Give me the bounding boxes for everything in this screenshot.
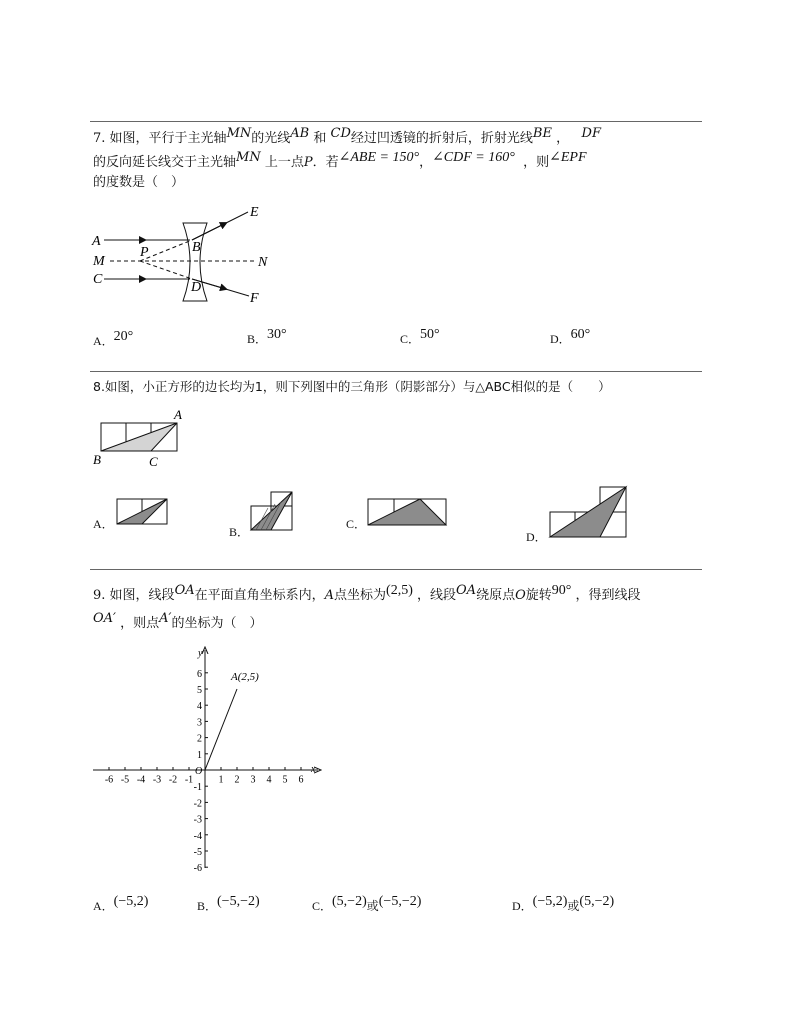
q8-option-a[interactable]: A． — [93, 517, 114, 531]
y-tick-label: 3 — [197, 717, 202, 729]
x-axis-label: x — [311, 764, 316, 775]
q9-line-1: 9. 如图，线段OA在平面直角坐标系内，A点坐标为(2,5) ，线段OA绕原点O旋转90° ，得到线段 — [93, 583, 641, 603]
x-tick-label: -5 — [120, 774, 130, 786]
x-tick-label: -3 — [152, 774, 162, 786]
label-b: B — [192, 240, 201, 255]
label-p: P — [140, 245, 149, 260]
q9-option-b[interactable]: B．(−5,−2) — [197, 894, 260, 913]
y-tick-label: 1 — [197, 749, 202, 761]
q9-option-d[interactable]: D．(−5,2)或(5,−2) — [512, 894, 615, 913]
label-e: E — [250, 205, 259, 220]
label-b: B — [93, 452, 101, 467]
y-tick-label: -1 — [193, 782, 202, 794]
x-tick-label: -6 — [104, 774, 114, 786]
label-c: C — [93, 272, 103, 287]
q8-option-d[interactable]: D． — [526, 530, 547, 544]
q8-text: 8.如图，小正方形的边长均为1，则下列图中的三角形（阴影部分）与△ABC相似的是（ ） — [93, 379, 611, 394]
y-tick-label: -3 — [193, 814, 202, 826]
label-f: F — [250, 291, 259, 306]
q7-option-d[interactable]: D．60° — [550, 327, 591, 346]
y-tick-label: 4 — [197, 701, 202, 713]
y-axis-label: y — [198, 648, 203, 659]
label-m: M — [93, 254, 105, 269]
y-tick-label: 2 — [197, 733, 202, 745]
x-tick-label: 1 — [218, 774, 224, 786]
y-tick-label: 6 — [197, 668, 202, 680]
q7-line-3: 的度数是（ ） — [93, 175, 185, 190]
x-tick-label: 5 — [282, 774, 288, 786]
origin-label: O — [195, 766, 203, 777]
x-tick-label: 3 — [250, 774, 256, 786]
y-tick-label: -2 — [193, 798, 202, 810]
x-tick-label: 4 — [266, 774, 272, 786]
q7-option-a[interactable]: A．20° — [93, 329, 134, 348]
q9-option-a[interactable]: A．(−5,2) — [93, 894, 149, 913]
label-d: D — [191, 280, 202, 295]
label-n: N — [258, 255, 268, 270]
y-tick-label: -5 — [193, 847, 202, 858]
q9-line-2: OA′ ，则点A′的坐标为（ ） — [93, 611, 263, 631]
q7-option-b[interactable]: B．30° — [247, 327, 287, 346]
q7-line-1: 7. 如图，平行于主光轴MN的光线AB 和 CD经过凹透镜的折射后，折射光线BE ， DF — [93, 126, 601, 146]
x-tick-label: -1 — [184, 774, 194, 786]
x-tick-label: -4 — [136, 774, 146, 786]
q8-option-c[interactable]: C． — [346, 517, 367, 531]
q8-option-b[interactable]: B． — [229, 525, 250, 539]
x-tick-label: -2 — [168, 774, 178, 786]
point-a-label: A(2,5) — [231, 671, 259, 683]
segment-oa — [205, 689, 237, 770]
q7-line-2: 的反向延长线交于主光轴MN 上一点P．若∠ABE = 150°，∠CDF = 160° ，则∠EPF — [93, 150, 587, 170]
label-c: C — [149, 454, 158, 469]
x-tick-label: 2 — [234, 774, 240, 786]
x-tick-label: 6 — [298, 774, 304, 786]
q7-option-c[interactable]: C．50° — [400, 327, 440, 346]
label-a: A — [174, 407, 182, 422]
y-tick-label: -6 — [193, 863, 202, 875]
y-tick-label: -4 — [193, 830, 202, 842]
y-tick-label: 5 — [197, 685, 202, 696]
q9-option-c[interactable]: C．(5,−2)或(−5,−2) — [312, 894, 422, 913]
label-a: A — [92, 234, 101, 249]
